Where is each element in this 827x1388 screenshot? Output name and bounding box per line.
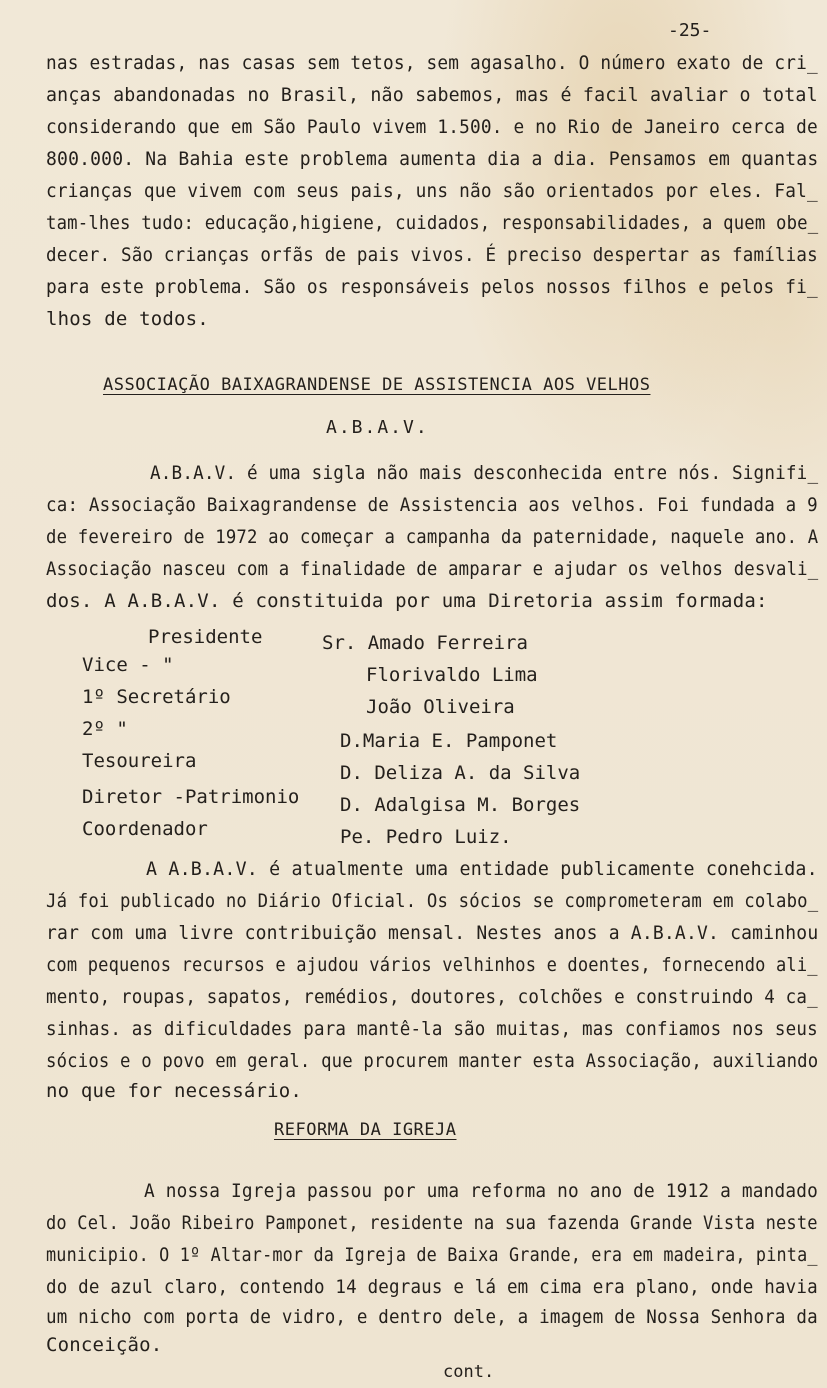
text-line: crianças que vivem com seus pais, uns não são orientados por eles. Fal_ <box>46 180 818 202</box>
text-line: sinhas. as dificuldades para mantê-la são muitas, mas confiamos nos seus <box>46 1018 818 1040</box>
text-line: municipio. O 1º Altar-mor da Igreja de Baixa Grande, era em madeira, pinta_ <box>46 1244 818 1266</box>
text-line: anças abandonadas no Brasil, não sabemos, mas é facil avaliar o total <box>46 84 818 106</box>
acronym-line: A.B.A.V. <box>326 417 429 438</box>
text-line: do de azul claro, contendo 14 degraus e lá em cima era plano, onde havia <box>46 1276 818 1298</box>
text-line: de fevereiro de 1972 ao começar a campanha da paternidade, naquele ano. A <box>46 526 819 548</box>
text-line: um nicho com porta de vidro, e dentro dele, a imagem de Nossa Senhora da <box>46 1306 818 1328</box>
text-line: Conceição. <box>46 1334 163 1356</box>
text-line: mento, roupas, sapatos, remédios, doutores, colchões e construindo 4 ca_ <box>46 986 818 1008</box>
text-line: decer. São crianças orfãs de pais vivos. É preciso despertar as famílias <box>46 244 818 266</box>
text-line: 800.000. Na Bahia este problema aumenta dia a dia. Pensamos em quantas <box>46 148 819 170</box>
text-line: lhos de todos. <box>46 308 209 330</box>
text-line: Associação nasceu com a finalidade de amparar e ajudar os velhos desvali_ <box>46 558 819 580</box>
text-line: no que for necessário. <box>46 1080 303 1102</box>
board-member: Florivaldo Lima <box>366 664 538 686</box>
continued-marker: cont. <box>443 1362 495 1382</box>
text-line: tam-lhes tudo: educação,higiene, cuidados, responsabilidades, a quem obe_ <box>46 212 819 234</box>
board-member: Pe. Pedro Luiz. <box>340 826 512 848</box>
board-role: 1º Secretário <box>82 686 231 708</box>
text-line: com pequenos recursos e ajudou vários velhinhos e doentes, fornecendo ali_ <box>46 954 818 976</box>
text-line: dos. A A.B.A.V. é constituida por uma Diretoria assim formada: <box>46 590 768 612</box>
text-line: ca: Associação Baixagrandense de Assistencia aos velhos. Foi fundada a 9 <box>46 494 818 516</box>
text-line: nas estradas, nas casas sem tetos, sem agasalho. O número exato de cri_ <box>46 52 818 74</box>
board-role: Vice - " <box>82 654 174 676</box>
text-line: do Cel. João Ribeiro Pamponet, residente na sua fazenda Grande Vista neste <box>46 1212 818 1234</box>
text-line: Já foi publicado no Diário Oficial. Os sócios se comprometeram em colabo_ <box>46 890 819 912</box>
text-line: A.B.A.V. é uma sigla não mais desconhecida entre nós. Signifi_ <box>150 462 819 484</box>
text-line: rar com uma livre contribuição mensal. Nestes anos a A.B.A.V. caminhou <box>46 922 819 944</box>
text-line: A A.B.A.V. é atualmente uma entidade publicamente conehcida. <box>146 858 818 880</box>
section-heading-abav: ASSOCIAÇÃO BAIXAGRANDENSE DE ASSISTENCIA AOS VELHOS <box>103 375 651 395</box>
text-line: A nossa Igreja passou por uma reforma no ano de 1912 a mandado <box>144 1180 818 1202</box>
board-member: D.Maria E. Pamponet <box>340 730 558 752</box>
board-role: Coordenador <box>82 818 208 840</box>
board-member: Sr. Amado Ferreira <box>322 632 528 654</box>
board-role: Presidente <box>148 626 263 648</box>
board-member: D. Deliza A. da Silva <box>340 762 581 784</box>
text-line: considerando que em São Paulo vivem 1.500. e no Rio de Janeiro cerca de <box>46 116 818 138</box>
board-member: D. Adalgisa M. Borges <box>340 794 581 816</box>
board-role: 2º " <box>82 718 128 740</box>
board-member: João Oliveira <box>366 696 515 718</box>
section-heading-reforma: REFORMA DA IGREJA <box>274 1120 457 1140</box>
page-number: -25- <box>668 20 712 41</box>
board-role: Diretor -Patrimonio <box>82 786 300 808</box>
text-line: para este problema. São os responsáveis pelos nossos filhos e pelos fi_ <box>46 276 818 298</box>
board-role: Tesoureira <box>82 750 197 772</box>
text-line: sócios e o povo em geral. que procurem manter esta Associação, auxiliando <box>46 1050 819 1072</box>
